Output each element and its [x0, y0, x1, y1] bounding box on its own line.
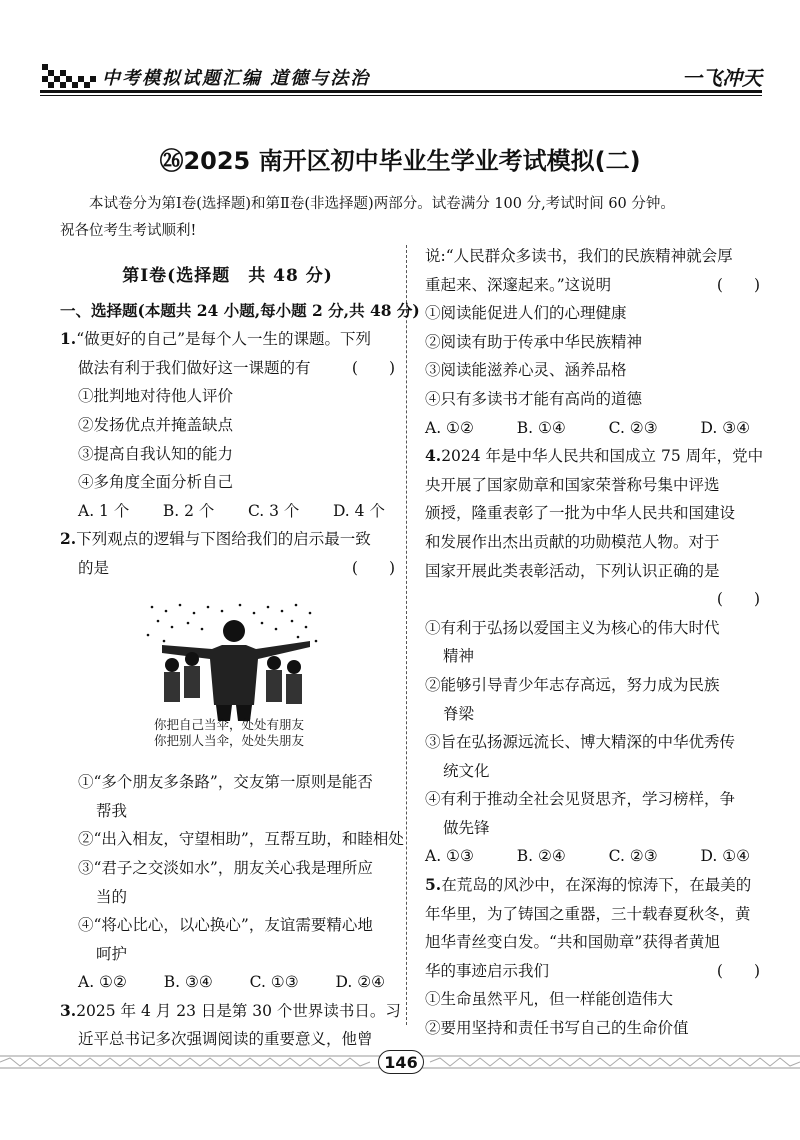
statement-item: ①“多个朋友多条路”，交友第一原则是能否: [78, 773, 373, 792]
answer-paren: ( ): [716, 275, 760, 294]
option-b: B. 2 个: [162, 501, 215, 520]
question-stem: 和发展作出杰出贡献的功勋模范人物。对于: [425, 532, 720, 551]
answer-options: [425, 414, 760, 443]
statement-item: ④“将心比心，以心换心”，友谊需要精心地: [78, 916, 373, 935]
answer-paren: ( ): [716, 590, 760, 609]
page-number: 146: [378, 1050, 424, 1074]
statement-item: ②要用坚持和责任书写自己的生命价值: [425, 1019, 689, 1038]
option-b: B. ①④: [516, 418, 566, 437]
answer-options: [60, 497, 395, 526]
option-c: C. ①③: [249, 973, 299, 992]
right-column: [425, 242, 764, 1043]
statement-item: ①有利于弘扬以爱国主义为核心的伟大时代: [425, 618, 720, 637]
option-d: D. ②④: [335, 973, 385, 992]
statement-item: ③“君子之交淡如水”，朋友关心我是理所应: [78, 858, 373, 877]
option-c: C. ②③: [608, 418, 658, 437]
question-number: 2.: [60, 529, 77, 549]
question-stem: 近平总书记多次强调阅读的重要意义，他曾: [78, 1030, 373, 1049]
statement-item-cont: 当的: [96, 887, 128, 906]
question-stem: 年华里，为了铸国之重器，三十载春夏秋冬，黄: [425, 904, 751, 923]
checker-logo-icon: [40, 62, 98, 88]
header-brand: 一飞冲天: [682, 66, 762, 90]
exam-title: ㉖2025 南开区初中毕业生学业考试模拟(二): [159, 147, 641, 175]
statement-item-cont: 呵护: [96, 944, 128, 963]
statement-item: ①生命虽然平凡，但一样能创造伟大: [425, 990, 674, 1009]
option-d: D. 4 个: [332, 501, 385, 520]
statement-item: ①批判地对待他人评价: [78, 387, 234, 406]
option-d: D. ③④: [700, 418, 750, 437]
answer-paren: ( ): [351, 558, 395, 577]
statement-item: ④多角度全面分析自己: [78, 473, 234, 492]
option-b: B. ③④: [163, 973, 213, 992]
statement-item-cont: 帮我: [96, 801, 128, 820]
cartoon-caption: [154, 717, 304, 749]
option-b: B. ②④: [516, 847, 566, 866]
intro-line-1: 本试卷分为第Ⅰ卷(选择题)和第Ⅱ卷(非选择题)两部分。试卷满分 100 分,考试时间 60 分钟。: [89, 196, 675, 212]
option-c: C. ②③: [608, 847, 658, 866]
option-a: A. ①②: [425, 418, 474, 437]
question-stem: 做法有利于我们做好这一课题的有: [78, 358, 311, 377]
section-subheading: 一、选择题(本题共 24 小题,每小题 2 分,共 48 分): [60, 300, 420, 320]
running-header: [40, 62, 762, 88]
question-stem: 2025 年 4 月 23 日是第 30 个世界读书日。习: [76, 1001, 401, 1020]
statement-item-cont: 做先锋: [443, 818, 490, 837]
question-3-start: [60, 997, 401, 1054]
statement-item: ②阅读有助于传承中华民族精神: [425, 332, 643, 351]
statement-item: ②“出入相友，守望相助”，互帮互助，和睦相处: [78, 830, 404, 849]
header-book-title: 中考模拟试题汇编 道德与法治: [102, 68, 371, 89]
statement-item: ③旨在弘扬源远流长、博大精深的中华优秀传: [425, 733, 736, 752]
section-heading: 第Ⅰ卷(选择题 共 48 分): [122, 266, 333, 286]
statement-item-cont: 精神: [443, 647, 475, 666]
statement-item: ③阅读能滋养心灵、涵养品格: [425, 361, 627, 380]
question-stem: 旭华青丝变白发。“共和国勋章”获得者黄旭: [425, 933, 720, 952]
option-a: A. ①②: [78, 973, 127, 992]
answer-paren: ( ): [351, 358, 395, 377]
option-a: A. 1 个: [78, 501, 130, 520]
answer-paren: ( ): [716, 961, 760, 980]
statement-item: ③提高自我认知的能力: [78, 444, 234, 463]
header-rule-thin: [40, 95, 762, 96]
question-2: [60, 525, 404, 997]
question-stem: 颁授，隆重表彰了一批为中华人民共和国建设: [425, 504, 736, 523]
statement-item: ①阅读能促进人们的心理健康: [425, 304, 627, 323]
question-number: 5.: [425, 875, 442, 895]
caption-line-1: 你把自己当伞，处处有朋友: [154, 717, 305, 732]
exam-intro: [60, 191, 760, 245]
question-stem: 说:“人民群众多读书，我们的民族精神就会厚: [425, 247, 733, 265]
question-stem: 下列观点的逻辑与下图给我们的启示最一致: [76, 530, 371, 549]
header-rule: [40, 90, 762, 93]
statement-item: ②发扬优点并掩盖缺点: [78, 415, 234, 434]
statement-item: ②能够引导青少年志存高远，努力成为民族: [425, 675, 720, 694]
option-c: C. 3 个: [247, 501, 300, 520]
question-number: 4.: [425, 446, 442, 466]
option-a: A. ①③: [425, 847, 474, 866]
left-column: [60, 262, 420, 1054]
question-stem: 央开展了国家勋章和国家荣誉称号集中评选: [425, 475, 720, 494]
question-stem: 国家开展此类表彰活动，下列认识正确的是: [425, 561, 720, 580]
statement-item: ④有利于推动全社会见贤思齐，学习榜样，争: [425, 790, 736, 809]
caption-line-2: 你把别人当伞，处处失朋友: [154, 733, 305, 748]
option-d: D. ①④: [700, 847, 750, 866]
question-number: 3.: [60, 1000, 77, 1020]
question-1: [60, 325, 395, 525]
statement-item-cont: 脊梁: [443, 704, 475, 723]
question-5: [425, 871, 760, 1043]
answer-options: [60, 968, 395, 997]
question-stem: “做更好的自己”是每个人一生的课题。下列: [76, 330, 372, 349]
column-divider: [406, 245, 407, 1025]
statement-item-cont: 统文化: [443, 761, 490, 780]
intro-line-2: 祝各位考生考试顺利!: [60, 223, 197, 239]
cartoon-illustration: [142, 601, 322, 723]
question-number: 1.: [60, 329, 77, 349]
question-stem: 的是: [78, 558, 110, 577]
question-stem: 重起来、深邃起来。”这说明: [425, 275, 612, 294]
answer-options: [425, 842, 760, 871]
question-4: [425, 442, 764, 871]
question-stem: 华的事迹启示我们: [425, 961, 550, 980]
statement-item: ④只有多读书才能有高尚的道德: [425, 389, 643, 408]
question-stem: 在荒岛的风沙中，在深海的惊涛下，在最美的: [441, 876, 752, 895]
question-stem: 2024 年是中华人民共和国成立 75 周年，党中: [441, 447, 764, 466]
question-3-cont: [425, 242, 760, 442]
